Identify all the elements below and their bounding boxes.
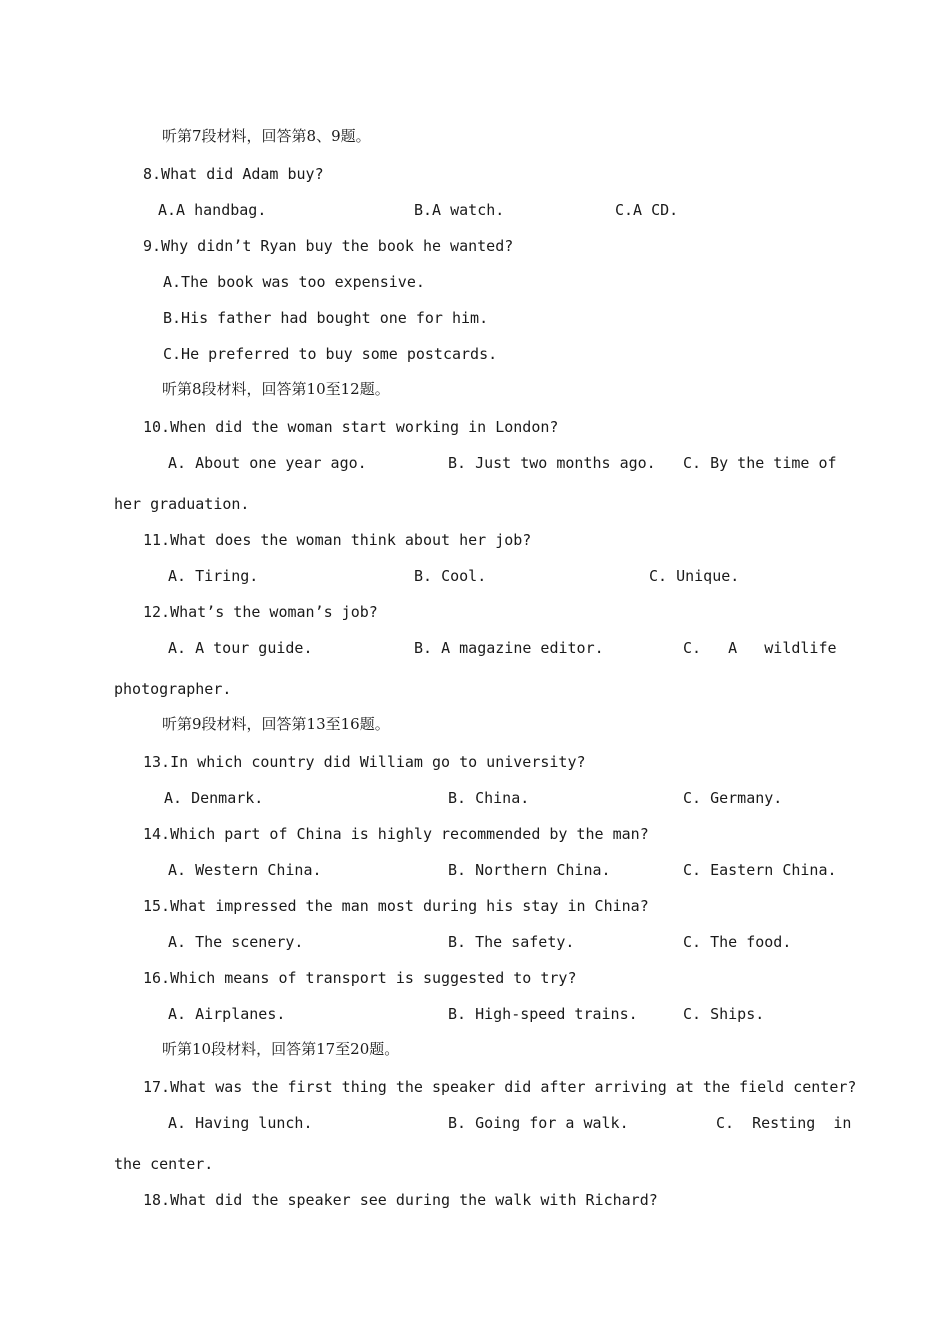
question-stem: 9.Why didn’t Ryan buy the book he wanted? [143,237,514,255]
option-c: C. Resting in [716,1114,852,1132]
option-b: B. A magazine editor. [414,639,604,657]
option-c-continued: her graduation. [114,495,250,513]
option-c: C.He preferred to buy some postcards. [163,345,498,363]
section-header: 听第8段材料，回答第10至12题。 [162,380,390,398]
option-a: A. Denmark. [164,789,264,807]
option-c-continued: the center. [114,1155,214,1173]
option-b: B. Northern China. [448,861,611,879]
option-b: B.A watch. [414,201,505,219]
option-a: A. Tiring. [168,567,259,585]
option-b: B.His father had bought one for him. [163,309,489,327]
question-stem: 18.What did the speaker see during the walk with Richard? [143,1191,658,1209]
question-stem: 15.What impressed the man most during his stay in China? [143,897,649,915]
question-stem: 13.In which country did William go to university? [143,753,586,771]
question-stem: 11.What does the woman think about her job? [143,531,532,549]
option-c: C. Ships. [683,1005,765,1023]
question-stem: 12.What’s the woman’s job? [143,603,378,621]
option-c: C.A CD. [615,201,679,219]
section-header: 听第9段材料，回答第13至16题。 [162,715,390,733]
option-c: C. Germany. [683,789,783,807]
option-a: A. About one year ago. [168,454,367,472]
option-a: A.The book was too expensive. [163,273,425,291]
option-b: B. China. [448,789,530,807]
option-a: A.A handbag. [158,201,267,219]
section-header: 听第10段材料，回答第17至20题。 [162,1040,400,1058]
question-stem: 16.Which means of transport is suggested to try? [143,969,577,987]
option-c: C. A wildlife [683,639,837,657]
option-c: C. Unique. [649,567,740,585]
option-b: B. Just two months ago. [448,454,656,472]
option-c: C. The food. [683,933,792,951]
option-a: A. A tour guide. [168,639,313,657]
question-stem: 17.What was the first thing the speaker did after arriving at the field center? [143,1078,857,1096]
option-c: C. By the time of [683,454,837,472]
question-stem: 10.When did the woman start working in London? [143,418,559,436]
question-stem: 14.Which part of China is highly recommended by the man? [143,825,649,843]
option-a: A. Having lunch. [168,1114,313,1132]
option-b: B. Cool. [414,567,487,585]
option-a: A. Western China. [168,861,322,879]
question-stem: 8.What did Adam buy? [143,165,324,183]
option-b: B. Going for a walk. [448,1114,629,1132]
option-b: B. High-speed trains. [448,1005,638,1023]
option-c-continued: photographer. [114,680,232,698]
option-b: B. The safety. [448,933,575,951]
option-a: A. The scenery. [168,933,304,951]
section-header: 听第7段材料，回答第8、9题。 [162,127,371,145]
option-c: C. Eastern China. [683,861,837,879]
option-a: A. Airplanes. [168,1005,286,1023]
